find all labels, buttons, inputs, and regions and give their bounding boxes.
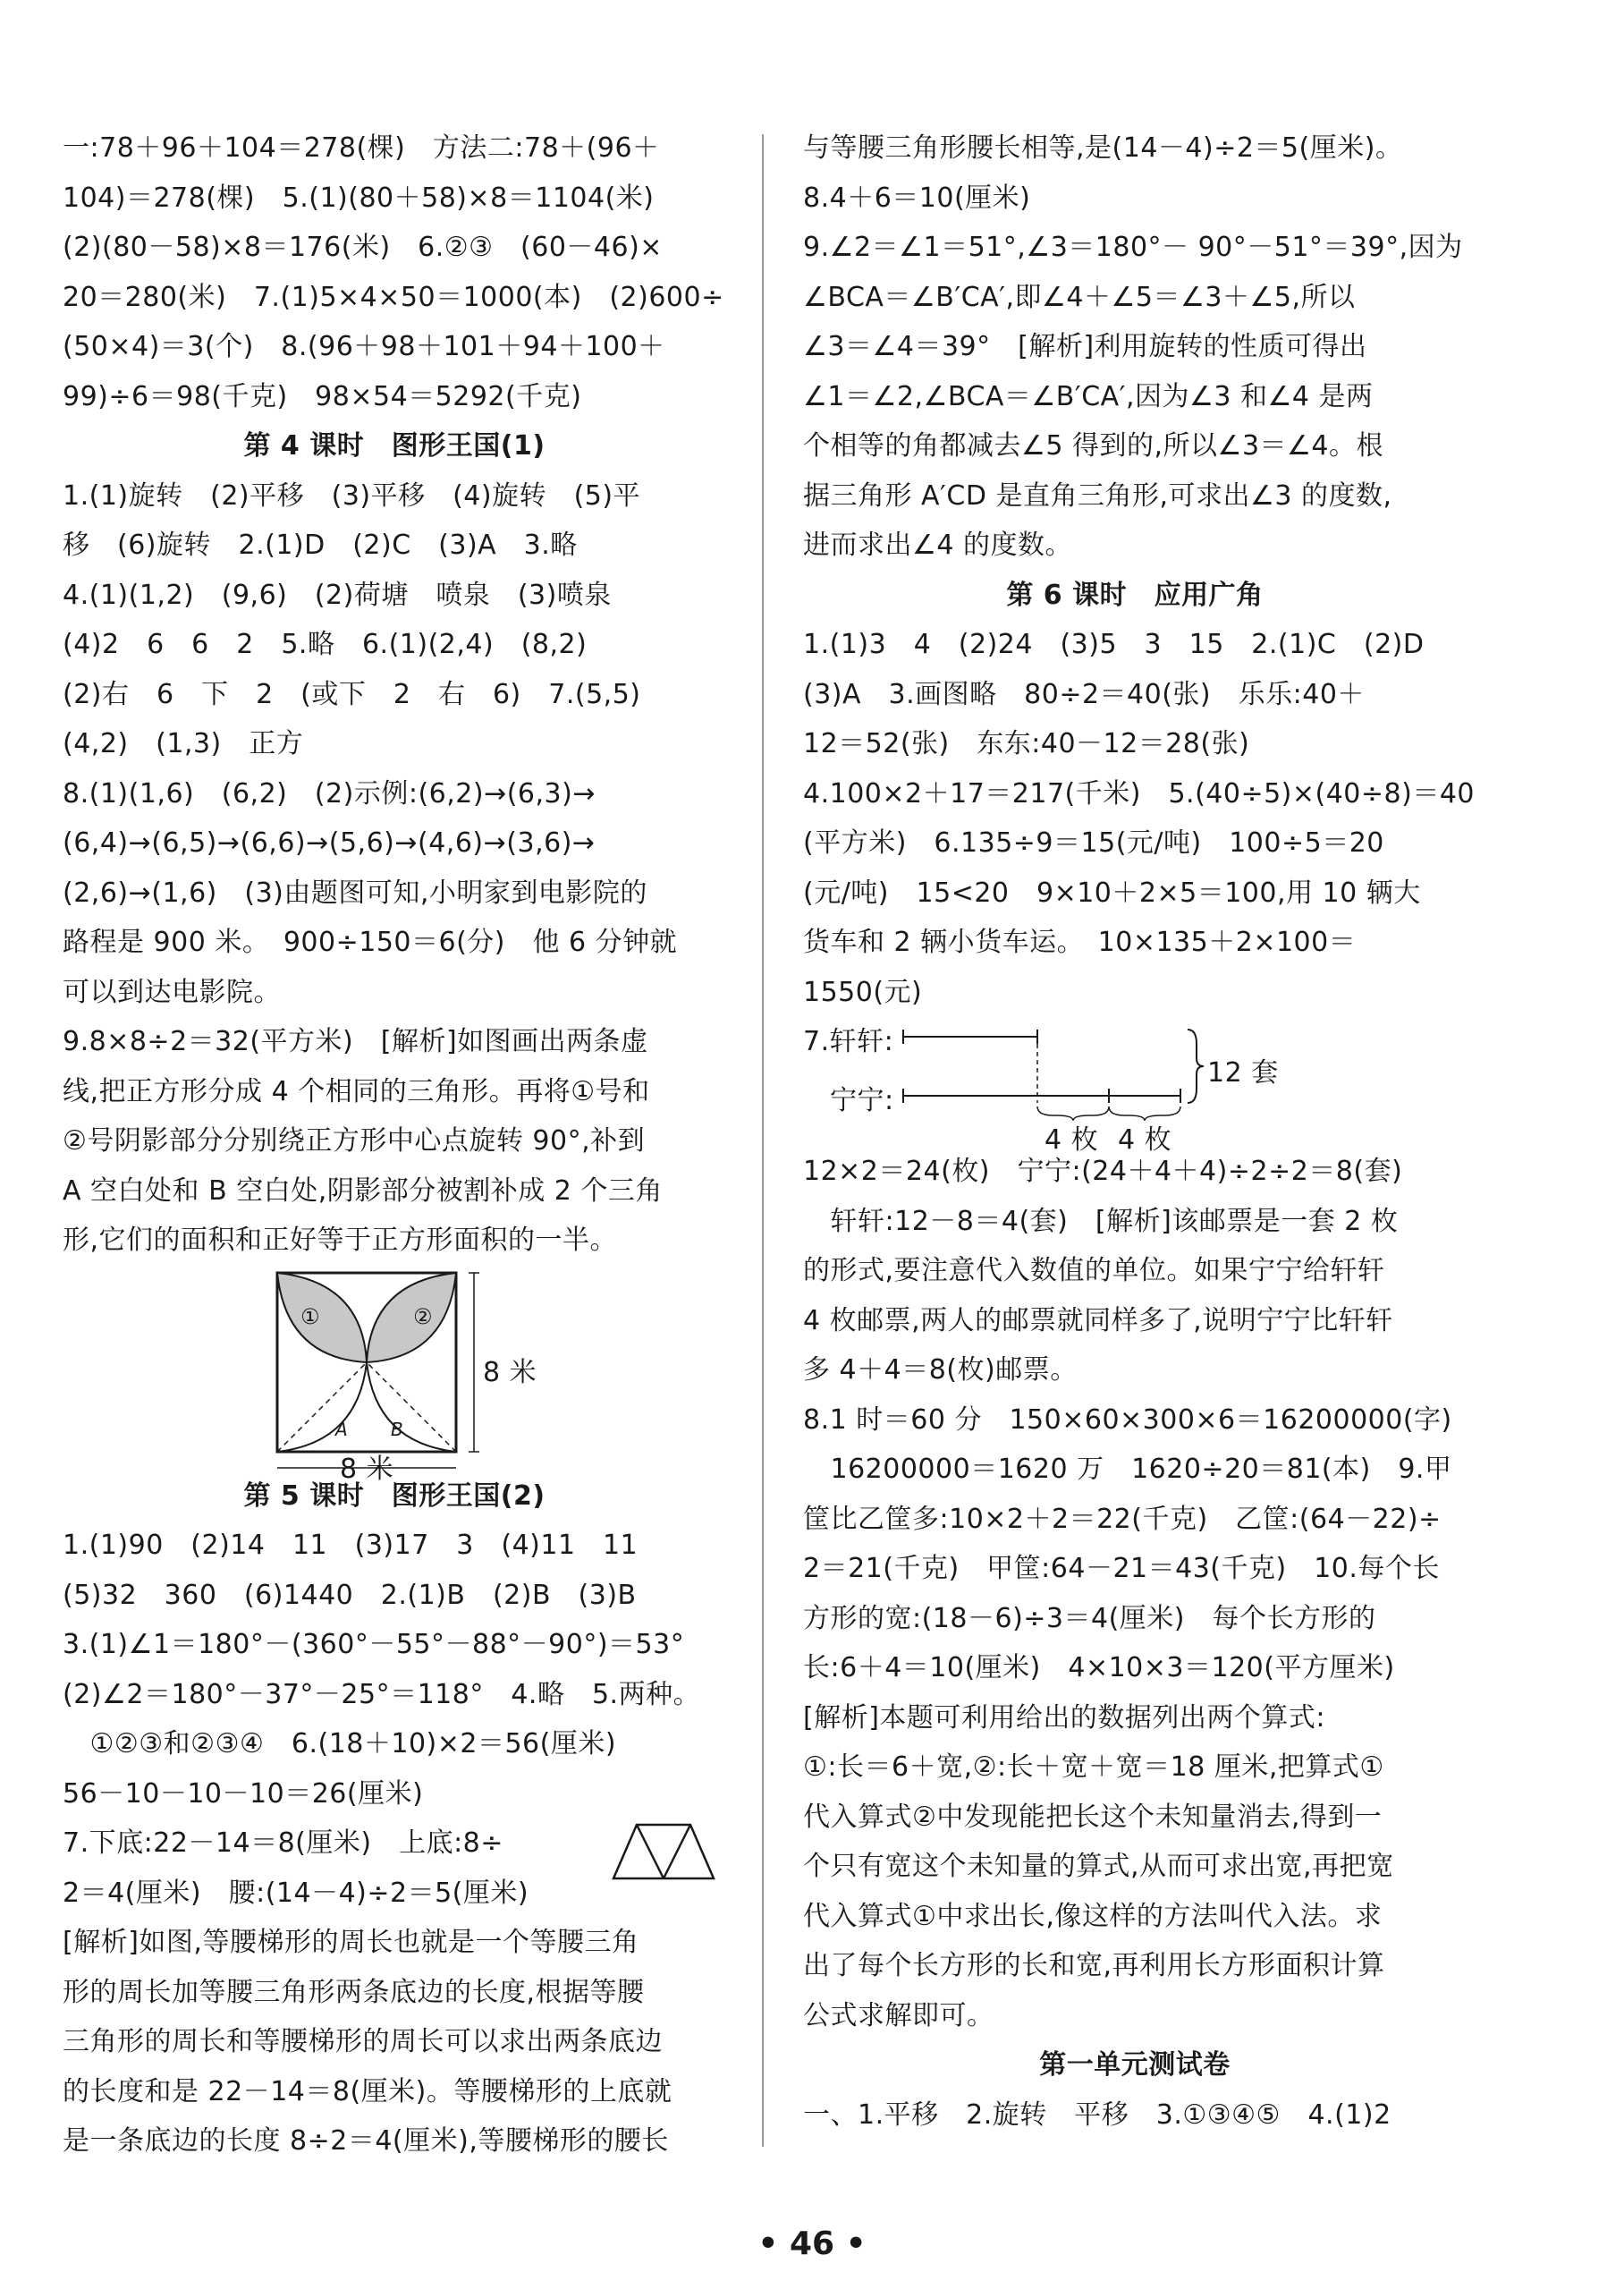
trapezoid-figure xyxy=(610,1821,717,1884)
text-line: 3.(1)∠1＝180°－(360°－55°－88°－90°)＝53° xyxy=(63,1629,685,1660)
text-line: (2)右 6 下 2 (或下 2 右 6) 7.(5,5) xyxy=(63,678,641,710)
label-seg2: 4 枚 xyxy=(1118,1124,1172,1156)
text-line: 8.4＋6＝10(厘米) xyxy=(803,182,1031,214)
text-line: 移 (6)旋转 2.(1)D (2)C (3)A 3.略 xyxy=(63,530,578,561)
label-ningning: 宁宁: xyxy=(830,1085,894,1116)
label-total-sets: 12 套 xyxy=(1207,1057,1279,1089)
text-line: 1550(元) xyxy=(803,976,923,1008)
text-line: 个相等的角都减去∠5 得到的,所以∠3＝∠4。根 xyxy=(803,430,1384,462)
text-line: 长:6＋4＝10(厘米) 4×10×3＝120(平方厘米) xyxy=(803,1652,1395,1683)
right-block-2 xyxy=(803,620,1475,1017)
text-line: 8.1 时＝60 分 150×60×300×6＝16200000(字) xyxy=(803,1403,1452,1436)
text-line: A 空白处和 B 空白处,阴影部分被割补成 2 个三角 xyxy=(63,1174,663,1207)
text-line: ∠1＝∠2,∠BCA＝∠B′CA′,因为∠3 和∠4 是两 xyxy=(803,380,1374,412)
text-line: 的形式,要注意代入数值的单位。如果宁宁给轩轩 xyxy=(803,1255,1385,1286)
text-line: [解析]本题可利用给出的数据列出两个算式: xyxy=(803,1701,1326,1734)
text-line: 据三角形 A′CD 是直角三角形,可求出∠3 的度数, xyxy=(803,479,1392,512)
text-line: (2)∠2＝180°－37°－25°＝118° 4.略 5.两种。 xyxy=(63,1678,701,1710)
text-line: 形的周长加等腰三角形两条底边的长度,根据等腰 xyxy=(63,1976,645,2008)
text-line: 进而求出∠4 的度数。 xyxy=(803,530,1073,561)
brace-total xyxy=(1188,1030,1204,1103)
text-line: 9.∠2＝∠1＝51°,∠3＝180°－ 90°－51°＝39°,因为 xyxy=(803,232,1463,263)
text-line: 是一条底边的长度 8÷2＝4(厘米),等腰梯形的腰长 xyxy=(63,2125,669,2157)
shaded-petal-1 xyxy=(277,1273,367,1362)
left-block-2 xyxy=(63,471,726,1266)
text-line: 形,它们的面积和正好等于正方形面积的一半。 xyxy=(63,1225,618,1256)
trapezoid-inner-line-1 xyxy=(637,1825,664,1878)
text-line: (2,6)→(1,6) (3)由题图可知,小明家到电影院的 xyxy=(63,877,647,909)
text-line: (元/吨) 15<20 9×10＋2×5＝100,用 10 辆大 xyxy=(803,877,1421,909)
trapezoid-outline xyxy=(613,1825,714,1878)
text-line: (2)(80－58)×8＝176(米) 6.②③ (60－46)× xyxy=(63,232,663,263)
text-line: 12×2＝24(枚) 宁宁:(24＋4＋4)÷2÷2＝8(套) xyxy=(803,1156,1403,1187)
text-line: (平方米) 6.135÷9＝15(元/吨) 100÷5＝20 xyxy=(803,827,1384,859)
text-line: 与等腰三角形腰长相等,是(14－4)÷2＝5(厘米)。 xyxy=(803,132,1403,164)
text-line: 线,把正方形分成 4 个相同的三角形。再将①号和 xyxy=(63,1075,650,1107)
label-seg1: 4 枚 xyxy=(1045,1124,1099,1156)
mark-circle-1: ① xyxy=(300,1303,321,1329)
text-line: 出了每个长方形的长和宽,再利用长方形面积计算 xyxy=(803,1950,1385,1981)
text-line: 一:78＋96＋104＝278(棵) 方法二:78＋(96＋ xyxy=(63,132,660,164)
label-xuanxuan: 7.轩轩: xyxy=(803,1026,894,1057)
text-line: 4.100×2＋17＝217(千米) 5.(40÷5)×(40÷8)＝40 xyxy=(803,777,1475,810)
text-line: 多 4＋4＝8(枚)邮票。 xyxy=(803,1354,1078,1386)
label-height: 8 米 xyxy=(483,1356,537,1388)
left-block-3 xyxy=(63,1521,726,2166)
text-line: 4 枚邮票,两人的邮票就同样多了,说明宁宁比轩轩 xyxy=(803,1304,1393,1336)
mark-a: A xyxy=(335,1418,349,1440)
text-line: 货车和 2 辆小货车运。 10×135＋2×100＝ xyxy=(803,927,1357,958)
text-line: ①:长＝6＋宽,②:长＋宽＋宽＝18 厘米,把算式① xyxy=(803,1751,1384,1783)
bar-figure xyxy=(803,1017,1467,1156)
text-line: (50×4)＝3(个) 8.(96＋98＋101＋94＋100＋ xyxy=(63,331,665,362)
text-line: 1.(1)90 (2)14 11 (3)17 3 (4)11 11 xyxy=(63,1530,639,1561)
text-line: ∠3＝∠4＝39° [解析]利用旋转的性质可得出 xyxy=(803,331,1367,362)
text-line: 路程是 900 米。 900÷150＝6(分) 他 6 分钟就 xyxy=(63,927,678,958)
text-line: 12＝52(张) 东东:40－12＝28(张) xyxy=(803,728,1250,759)
text-line: 代入算式①中求出长,像这样的方法叫代入法。求 xyxy=(803,1900,1383,1932)
text-line: 9.8×8÷2＝32(平方米) [解析]如图画出两条虚 xyxy=(63,1026,648,1057)
text-line: 1.(1)旋转 (2)平移 (3)平移 (4)旋转 (5)平 xyxy=(63,479,641,512)
section-title-lesson-6: 第 6 课时 应用广角 xyxy=(1006,579,1264,611)
text-line: 公式求解即可。 xyxy=(803,1999,994,2031)
text-line: 2＝4(厘米) 腰:(14－4)÷2＝5(厘米) xyxy=(63,1877,529,1909)
text-line: 20＝280(米) 7.(1)5×4×50＝1000(本) (2)600÷ xyxy=(63,281,724,313)
text-line: 2＝21(千克) 甲筐:64－21＝43(千克) 10.每个长 xyxy=(803,1553,1440,1584)
text-line: 筐比乙筐多:10×2＋2＝22(千克) 乙筐:(64－22)÷ xyxy=(803,1503,1442,1535)
text-line: 的长度和是 22－14＝8(厘米)。等腰梯形的上底就 xyxy=(63,2075,672,2107)
section-title-lesson-5: 第 5 课时 图形王国(2) xyxy=(243,1479,546,1512)
right-block-1 xyxy=(803,123,1467,571)
text-line: 56－10－10－10＝26(厘米) xyxy=(63,1777,424,1810)
text-line: ∠BCA＝∠B′CA′,即∠4＋∠5＝∠3＋∠5,所以 xyxy=(803,281,1356,313)
page-number: • 46 • xyxy=(757,2225,867,2262)
text-line: ②号阴影部分分别绕正方形中心点旋转 90°,补到 xyxy=(63,1125,646,1157)
section-title-unit-test: 第一单元测试卷 xyxy=(1039,2049,1231,2081)
left-block-1 xyxy=(63,123,726,421)
column-divider xyxy=(762,134,764,2147)
text-line: 16200000＝1620 万 1620÷20＝81(本) 9.甲 xyxy=(803,1454,1452,1485)
text-line: 轩轩:12－8＝4(套) [解析]该邮票是一套 2 枚 xyxy=(803,1205,1399,1237)
square-figure xyxy=(63,1266,726,1485)
label-width: 8 米 xyxy=(340,1453,394,1485)
text-line: (4,2) (1,3) 正方 xyxy=(63,728,304,759)
text-line: 8.(1)(1,6) (6,2) (2)示例:(6,2)→(6,3)→ xyxy=(63,777,596,810)
text-line: 代入算式②中发现能把长这个未知量消去,得到一 xyxy=(803,1801,1383,1833)
text-line: (3)A 3.画图略 80÷2＝40(张) 乐乐:40＋ xyxy=(803,678,1365,710)
text-line: 104)＝278(棵) 5.(1)(80＋58)×8＝1104(米) xyxy=(63,182,655,214)
text-line: 三角形的周长和等腰梯形的周长可以求出两条底边 xyxy=(63,2026,663,2057)
text-line: 方形的宽:(18－6)÷3＝4(厘米) 每个长方形的 xyxy=(803,1602,1376,1634)
text-line: 1.(1)3 4 (2)24 (3)5 3 15 2.(1)C (2)D xyxy=(803,629,1425,660)
right-block-4 xyxy=(803,2090,1467,2141)
shaded-petal-2 xyxy=(367,1273,456,1362)
right-column xyxy=(803,123,1475,2140)
text-line: 7.下底:22－14＝8(厘米) 上底:8÷ xyxy=(63,1827,503,1859)
section-title-lesson-4: 第 4 课时 图形王国(1) xyxy=(243,430,546,462)
text-line: 一、1.平移 2.旋转 平移 3.①③④⑤ 4.(1)2 xyxy=(803,2098,1391,2131)
text-line: [解析]如图,等腰梯形的周长也就是一个等腰三角 xyxy=(63,1927,639,1958)
text-line: 个只有宽这个未知量的算式,从而可求出宽,再把宽 xyxy=(803,1851,1394,1882)
left-column xyxy=(63,123,726,2166)
text-line: 4.(1)(1,2) (9,6) (2)荷塘 喷泉 (3)喷泉 xyxy=(63,579,612,611)
mark-b: B xyxy=(391,1418,404,1440)
text-line: 可以到达电影院。 xyxy=(63,976,281,1008)
right-block-3 xyxy=(803,1147,1467,2040)
mark-circle-2: ② xyxy=(413,1303,434,1329)
text-line: (5)32 360 (6)1440 2.(1)B (2)B (3)B xyxy=(63,1579,637,1611)
text-line: ①②③和②③④ 6.(18＋10)×2＝56(厘米) xyxy=(63,1728,617,1759)
text-line: (6,4)→(6,5)→(6,6)→(5,6)→(4,6)→(3,6)→ xyxy=(63,827,596,859)
text-line: 99)÷6＝98(千克) 98×54＝5292(千克) xyxy=(63,380,582,412)
text-line: (4)2 6 6 2 5.略 6.(1)(2,4) (8,2) xyxy=(63,629,588,660)
trapezoid-inner-line-2 xyxy=(664,1825,690,1878)
